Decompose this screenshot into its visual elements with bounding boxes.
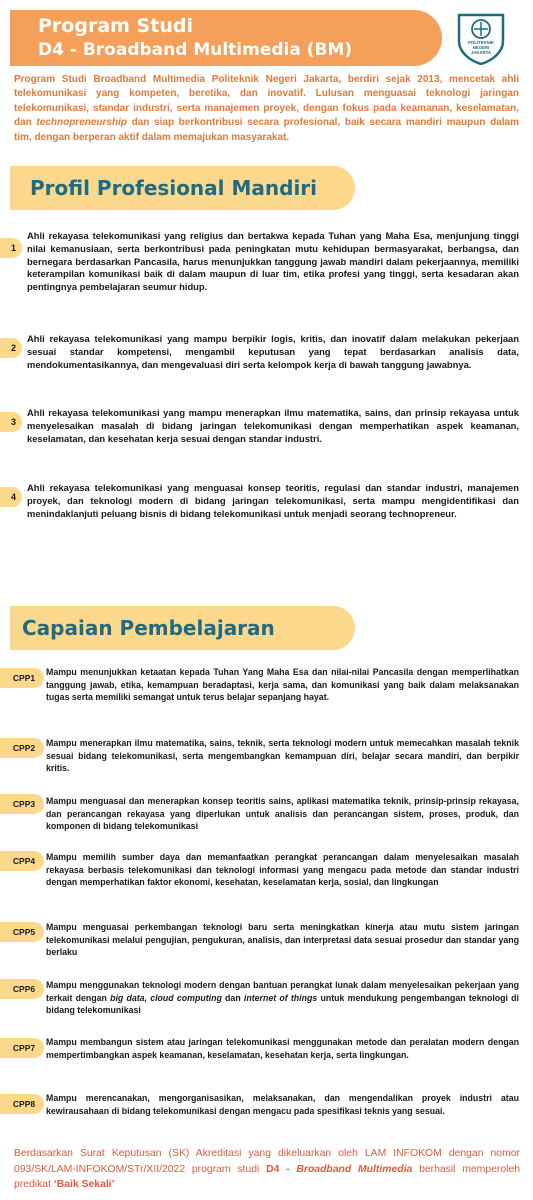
profil-item-number: 4 xyxy=(0,487,22,507)
cpp-text: Mampu membangun sistem atau jaringan telekomunikasi menggunakan metode dan peralatan modern dengan mempertimbangkan aspek keamanan, keselamatan, kesehatan kerja, serta lingkungan. xyxy=(46,1037,519,1060)
footer-prodi-name: Broadband Multimedia xyxy=(296,1163,413,1175)
profil-item-text: Ahli rekayasa telekomunikasi yang religius dan bertakwa kepada Tuhan yang Maha Esa, menjunjung tinggi nilai kemanusiaan, serta berkontribusi pada peningkatan mutu kehidupan bermasyarakat, berbangsa, dan bernegara berdasarkan Pancasila, harus menunjukkan tanggung jawab mandiri dalam pekerjaannya, memiliki keterampilan komunikasi baik di dalam maupun di luar tim, etika profesi yang tinggi, serta kesadaran akan pentingnya pembelajaran seumur hidup. xyxy=(27,230,519,293)
accreditation-note xyxy=(14,1146,520,1193)
cpp-text: Mampu menguasai perkembangan teknologi baru serta meningkatkan kinerja atau mutu sistem jaringan telekomunikasi melalui pengujian, pengukuran, analisis, dan interpretasi data sesuai prosedur dan standar yang berlaku xyxy=(46,922,519,958)
profil-item-number: 3 xyxy=(0,412,22,432)
pnj-logo-icon xyxy=(455,11,507,65)
cpp-text: Mampu menunjukkan ketaatan kepada Tuhan Yang Maha Esa dan nilai-nilai Pancasila dengan memperlihatkan tanggung jawab, etika, kemampuan beradaptasi, kerja sama, dan komunikasi yang baik dalam melaksanakan tugas serta memiliki semangat untuk terus belajar sepanjang hayat. xyxy=(46,667,519,703)
footer-text-2: berhasil memperoleh predikat xyxy=(14,1163,520,1191)
logo-text-1: POLITEKNIK xyxy=(467,40,495,45)
footer-predikat: ‘Baik Sekali’ xyxy=(53,1179,115,1191)
footer-text-1: Berdasarkan Surat Keputusan (SK) Akreditasi yang dikeluarkan oleh LAM INFOKOM dengan nomor 093/SK/LAM-INFOKOM/STr/XII/2022 program studi xyxy=(14,1148,520,1175)
cpp6-text-b: dan xyxy=(221,992,244,1003)
capaian-section-title: Capaian Pembelajaran xyxy=(22,616,275,640)
cpp-code-badge: CPP3 xyxy=(0,794,44,814)
cpp-code-badge: CPP6 xyxy=(0,979,44,999)
cpp-code-badge: CPP8 xyxy=(0,1094,44,1114)
profil-item-number: 1 xyxy=(0,238,22,258)
header-title-line2: D4 - Broadband Multimedia (BM) xyxy=(38,40,353,60)
intro-text-2: dan siap berkontribusi secara profesional, baik secara mandiri maupun dalam tim, dengan berperan aktif dalam memajukan masyarakat. xyxy=(14,117,519,143)
cpp6-text-a: Mampu menggunakan teknologi modern dengan bantuan perangkat lunak dalam menyelesaikan pekerjaan yang terkait dengan xyxy=(46,980,519,1003)
logo-text-2: NEGERI xyxy=(472,45,490,50)
cpp-text: Mampu menguasai dan menerapkan konsep teoritis sains, aplikasi matematika teknik, prinsip-prinsip rekayasa, dan perancangan rekayasa yang diperlukan untuk analisis dan perancangan sistem, proses, produk, dan komponen di bidang telekomunikasi xyxy=(46,796,519,832)
cpp-text: Mampu menerapkan ilmu matematika, sains, teknik, serta teknologi modern untuk memecahkan masalah teknik sesuai bidang telekomunikasi, serta mengembangkan kemampuan diri, belajar secara mandiri, dan berpikir kritis. xyxy=(46,738,519,774)
intro-text-1: Program Studi Broadband Multimedia Politeknik Negeri Jakarta, berdiri sejak 2013, mencetak ahli telekomunikasi yang kompeten, beretika, dan inovatif. Lulusan menguasai teknologi jaringan telekomunikasi, standar industri, serta manajemen proyek, dengan fokus pada keamanan, keselamatan, dan xyxy=(14,74,519,129)
header-title-line1: Program Studi xyxy=(38,15,193,37)
cpp6-text-c: untuk mendukung pengembangan teknologi di bidang telekomunikasi xyxy=(46,992,519,1016)
cpp-code-badge: CPP7 xyxy=(0,1038,44,1058)
cpp6-emphasis-b: internet of things xyxy=(243,992,318,1003)
cpp-text: Mampu merencanakan, mengorganisasikan, melaksanakan, dan mengendalikan proyek industri atau kewirausahaan di bidang telekomunikasi dengan mengacu pada spesifikasi teknis yang sesuai. xyxy=(46,1093,519,1116)
cpp6-emphasis-a: big data, cloud computing xyxy=(110,992,222,1003)
cpp-text: Mampu memilih sumber daya dan memanfaatkan perangkat perancangan dalam menyelesaikan masalah rekayasa berbasis telekomunikasi dan teknologi informasi yang mengacu pada metode dan standar industri dengan memperhatikan faktor ekonomi, kesehatan, keselamatan kerja, sosial, dan lingkungan xyxy=(46,852,519,888)
cpp-text xyxy=(46,979,519,1017)
profil-item-number: 2 xyxy=(0,338,22,358)
cpp-code-badge: CPP5 xyxy=(0,922,44,942)
cpp-code-badge: CPP2 xyxy=(0,738,44,758)
profil-section-title: Profil Profesional Mandiri xyxy=(30,176,318,200)
profil-item-text: Ahli rekayasa telekomunikasi yang menguasai konsep teoritis, regulasi dan standar industri, manajemen proyek, dan teknologi modern di bidang jaringan telekomunikasi, serta mampu mengidentifikasi dan menindaklanjuti peluang bisnis di bidang telekomunikasi untuk menjadi seorang technopreneur. xyxy=(27,482,519,519)
logo-text-3: JAKARTA xyxy=(470,50,492,55)
profil-item-text: Ahli rekayasa telekomunikasi yang mampu menerapkan ilmu matematika, sains, dan prinsip rekayasa untuk menyelesaikan masalah di bidang jaringan telekomunikasi dengan memperhatikan aspek keamanan, keselamatan, dan kesehatan kerja sesuai dengan standar industri. xyxy=(27,407,519,444)
intro-paragraph xyxy=(14,73,519,145)
cpp-code-badge: CPP1 xyxy=(0,668,44,688)
footer-prodi-prefix: D4 - xyxy=(266,1163,297,1175)
intro-emphasis: technopreneurship xyxy=(36,117,127,129)
cpp-code-badge: CPP4 xyxy=(0,851,44,871)
profil-item-text: Ahli rekayasa telekomunikasi yang mampu berpikir logis, kritis, dan inovatif dalam melakukan pekerjaan sesuai standar kompetensi, mengambil keputusan yang tepat berdasarkan analisis data, mendokumentasikannya, dan mengevaluasi diri serta kelompok kerja di bawah tanggung jawabnya. xyxy=(27,333,519,370)
